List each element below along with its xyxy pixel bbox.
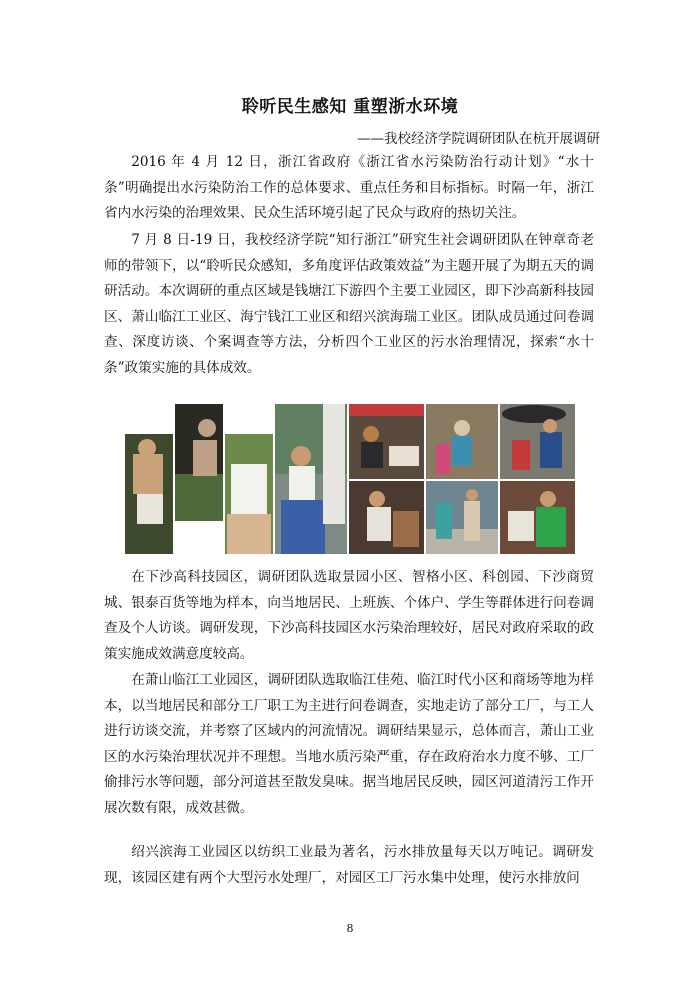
collage-photo-2 (175, 404, 223, 521)
photo-collage (125, 404, 575, 554)
paragraph-shaoxing: 绍兴滨海工业园区以纺织工业最为著名，污水排放量每天以万吨记。调研发现，该园区建有两个大型污水处理厂，对园区工厂污水集中处理，使污水排放问 (104, 844, 594, 886)
collage-photo-4 (275, 404, 347, 554)
paragraph-intro: 2016 年 4 月 12 日，浙江省政府《浙江省水污染防治行动计划》“水十条”明确提出水污染防治工作的总体要求、重点任务和目标指标。时隔一年，浙江省内水污染的治理效果、民众生活环境引起了民众与政府的热切关注。 (104, 154, 594, 221)
collage-photo-1 (125, 434, 173, 554)
collage-photo-8 (349, 481, 424, 554)
paragraph-team-activity: 7 月 8 日-19 日，我校经济学院“知行浙江”研究生社会调研团队在钟章奇老师的带领下，以“聆听民众感知，多角度评估政策效益”为主题开展了为期五天的调研活动。本次调研的重点区域是钱塘江下游四个主要工业园区，即下沙高新科技园区、萧山临江工业区、海宁钱江工业区和绍兴滨海瑞工业区。团队成员通过问卷调查、深度访谈、个案调查等方法，分析四个工业区的污水治理情况，探索“水十条”政策实施的具体成效。 (104, 232, 594, 376)
page-number: 8 (346, 922, 354, 935)
collage-photo-7 (500, 404, 575, 479)
collage-photo-10 (500, 481, 575, 554)
collage-photo-6 (426, 404, 498, 479)
collage-photo-3 (225, 434, 273, 554)
paragraph-xiasha: 在下沙高科技园区，调研团队选取景园小区、智格小区、科创园、下沙商贸城、银泰百货等地为样本，向当地居民、上班族、个体户、学生等群体进行问卷调查及个人访谈。调研发现，下沙高科技园区水污染治理较好，居民对政府采取的政策实施成效满意度较高。 (104, 569, 594, 662)
article-subtitle: ——我校经济学院调研团队在杭开展调研 (357, 131, 600, 147)
paragraph-xiaoshan: 在萧山临江工业园区，调研团队选取临江佳苑、临江时代小区和商场等地为样本，以当地居民和部分工厂职工为主进行问卷调查，实地走访了部分工厂，与工人进行访谈交流，并考察了区域内的河流情况。调研结果显示，总体而言，萧山工业区的水污染治理状况并不理想。当地水质污染严重，存在政府治水力度不够、工厂偷排污水等问题，部分河道甚至散发臭味。据当地居民反映，园区河道清污工作开展次数有限，成效甚微。 (104, 672, 594, 816)
collage-photo-9 (426, 481, 498, 554)
collage-photo-5 (349, 404, 424, 479)
article-title: 聆听民生感知 重塑浙水环境 (241, 97, 459, 117)
